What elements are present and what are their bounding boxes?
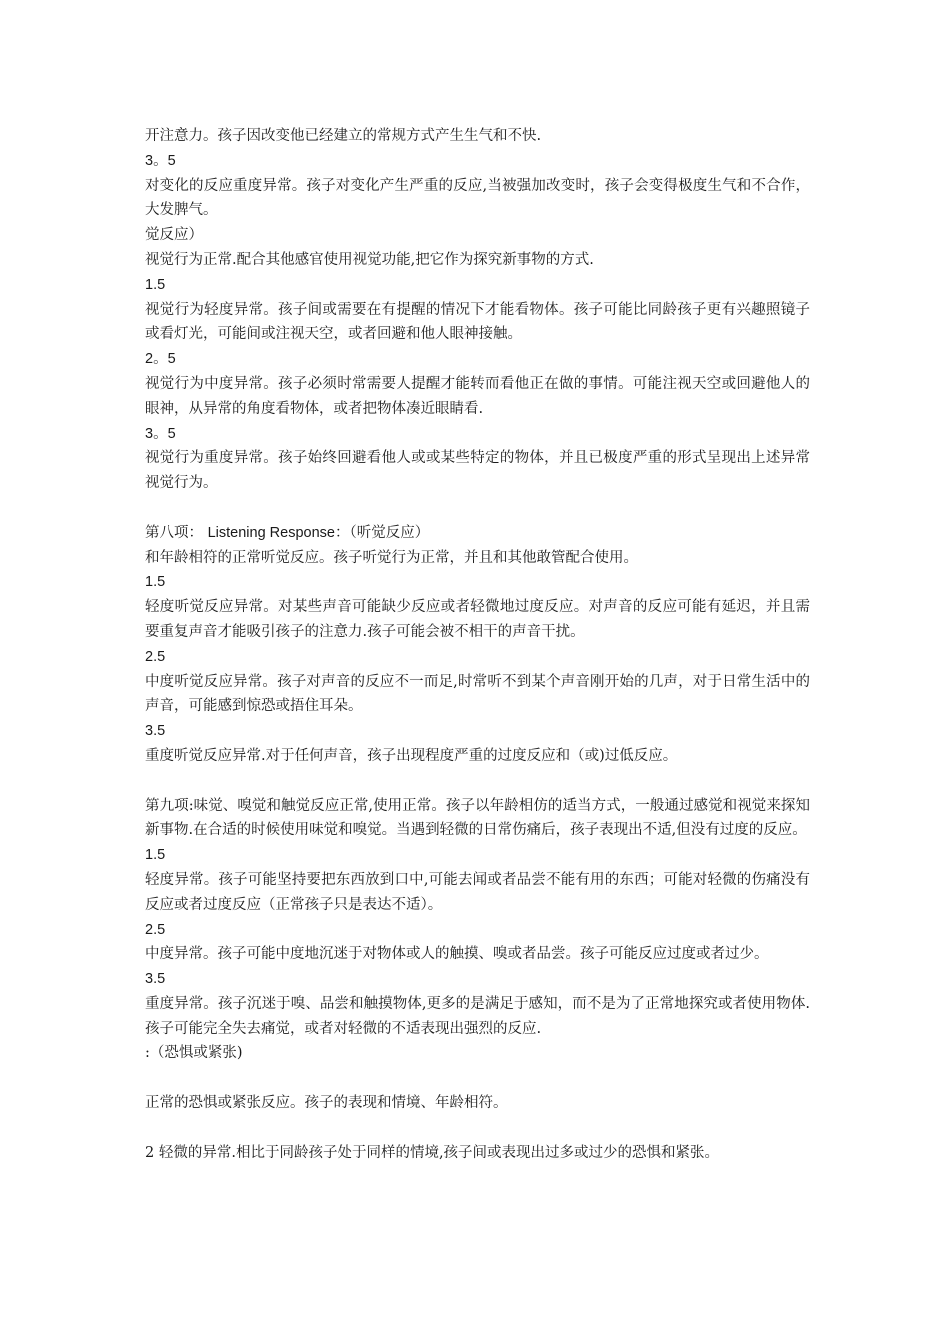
document-body — [145, 124, 810, 1165]
blank-line — [145, 1116, 810, 1141]
score-label: 3.5 — [145, 723, 166, 740]
paragraph: 2 轻微的异常.相比于同龄孩子处于同样的情境,孩子间或表现出过多或过少的恐惧和紧张。 — [145, 1144, 720, 1161]
heading-prefix: 第八项： — [145, 524, 203, 541]
paragraph: 和年龄相符的正常听觉反应。孩子听觉行为正常，并且和其他敢管配合使用。 — [145, 549, 638, 566]
heading-english: Listening Response： — [207, 524, 350, 541]
section-heading: 第九项:味觉、嗅觉和触觉反应正常,使用正常。孩子以年龄相仿的适当方式，一般通过感觉和视觉来探知新事物.在合适的时候使用味觉和嗅觉。当遇到轻微的日常伤痛后，孩子表现出不适,但没有过度的反应。 — [145, 797, 810, 839]
paragraph: 对变化的反应重度异常。孩子对变化产生严重的反应,当被强加改变时，孩子会变得极度生气和不合作，大发脾气。 — [145, 177, 810, 219]
paragraph: 视觉行为中度异常。孩子必须时常需要人提醒才能转而看他正在做的事情。可能注视天空或回避他人的眼神，从异常的角度看物体，或者把物体凑近眼睛看. — [145, 375, 810, 417]
blank-line — [145, 1066, 810, 1091]
blank-line — [145, 769, 810, 794]
blank-line — [145, 496, 810, 521]
score-label: 1.5 — [145, 847, 166, 864]
score-label: 2.5 — [145, 921, 166, 938]
paragraph: 中度听觉反应异常。孩子对声音的反应不一而足,时常听不到某个声音刚开始的几声，对于日常生活中的声音，可能感到惊恐或捂住耳朵。 — [145, 673, 810, 715]
paragraph: 视觉行为重度异常。孩子始终回避看他人或或某些特定的物体，并且已极度严重的形式呈现出上述异常视觉行为。 — [145, 450, 810, 492]
score-label: 2。5 — [145, 351, 176, 368]
score-label: 3.5 — [145, 971, 166, 988]
score-label: 2.5 — [145, 648, 166, 665]
paragraph: 中度异常。孩子可能中度地沉迷于对物体或人的触摸、嗅或者品尝。孩子可能反应过度或者过少。 — [145, 946, 769, 963]
score-label: 3。5 — [145, 152, 176, 169]
paragraph: 重度异常。孩子沉迷于嗅、品尝和触摸物体,更多的是满足于感知，而不是为了正常地探究或者使用物体.孩子可能完全失去痛觉，或者对轻微的不适表现出强烈的反应. — [145, 995, 810, 1037]
paragraph: 视觉行为轻度异常。孩子间或需要在有提醒的情况下才能看物体。孩子可能比同龄孩子更有兴趣照镜子或看灯光，可能间或注视天空，或者回避和他人眼神接触。 — [145, 301, 810, 343]
paragraph: 视觉行为正常.配合其他感官使用视觉功能,把它作为探究新事物的方式. — [145, 251, 594, 268]
section-heading — [145, 521, 810, 546]
heading-suffix: （听觉反应） — [349, 524, 430, 541]
paragraph: 开注意力。孩子因改变他已经建立的常规方式产生生气和不快. — [145, 128, 542, 144]
score-label: 1.5 — [145, 574, 166, 591]
score-label: 3。5 — [145, 425, 176, 442]
section-heading: :（恐惧或紧张) — [145, 1045, 243, 1062]
paragraph: 重度听觉反应异常.对于任何声音，孩子出现程度严重的过度反应和（或)过低反应。 — [145, 747, 678, 764]
paragraph: 轻度听觉反应异常。对某些声音可能缺少反应或者轻微地过度反应。对声音的反应可能有延迟，并且需要重复声音才能吸引孩子的注意力.孩子可能会被不相干的声音干扰。 — [145, 599, 810, 640]
paragraph: 正常的恐惧或紧张反应。孩子的表现和情境、年龄相符。 — [145, 1095, 508, 1112]
paragraph: 轻度异常。孩子可能坚持要把东西放到口中,可能去闻或者品尝不能有用的东西；可能对轻微的伤痛没有反应或者过度反应（正常孩子只是表达不适）。 — [145, 871, 810, 913]
score-label: 1.5 — [145, 276, 166, 293]
section-heading: 觉反应） — [145, 227, 203, 244]
